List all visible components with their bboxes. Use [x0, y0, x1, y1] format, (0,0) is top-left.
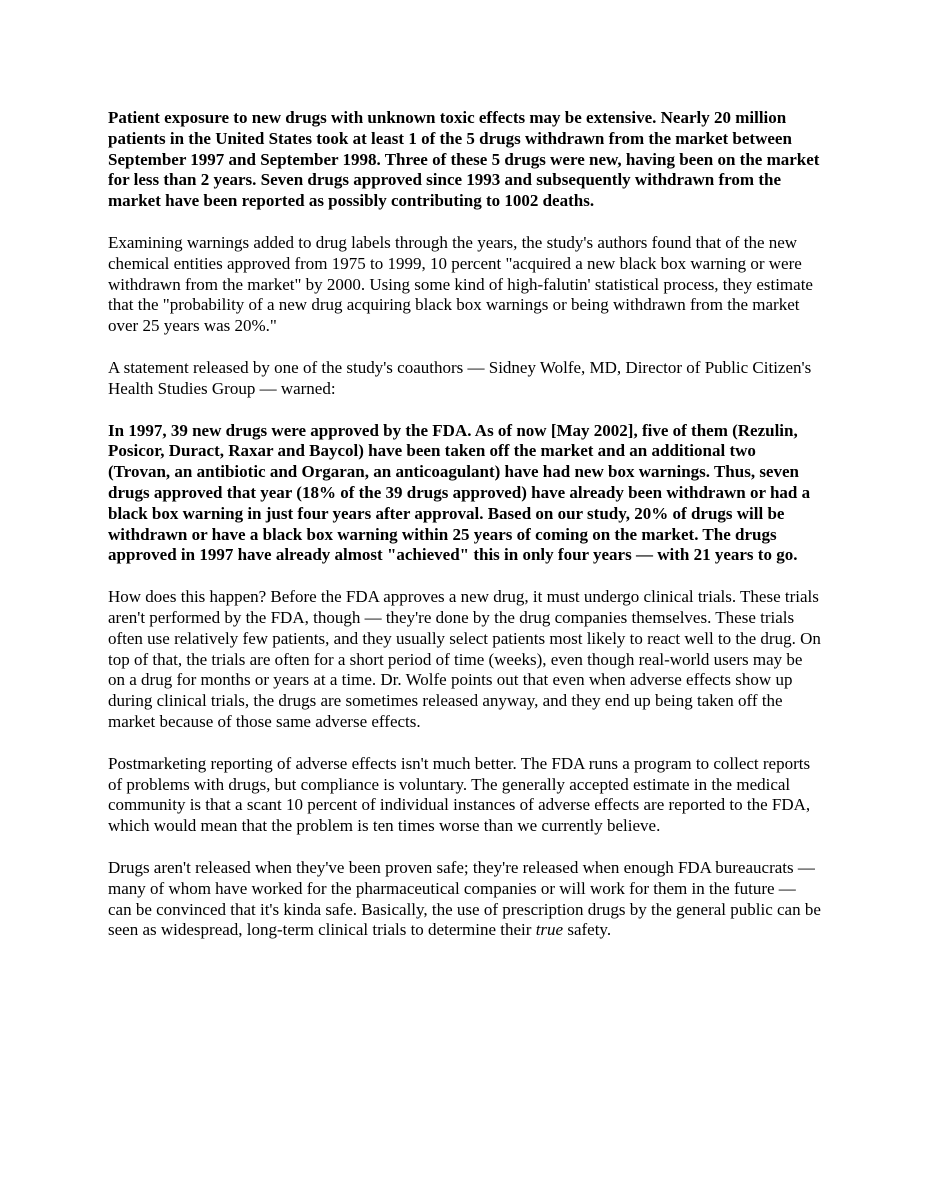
paragraph-2: [108, 233, 822, 337]
text-run: Examining warnings added to drug labels through the years, the study's authors found that of the new chemical entities approved from 1975 to 1999, 10 percent "acquired a new black box warning or were withdrawn from the market" by 2000. Using some kind of high-falutin' statistical process, they estimate that the "probability of a new drug acquiring black box warnings or being withdrawn from the market over 25 years was 20%.": [108, 232, 813, 336]
text-run: How does this happen? Before the FDA approves a new drug, it must undergo clinical trials. These trials aren't performed by the FDA, though — they're done by the drug companies themselves. These trials often use relatively few patients, and they usually select patients most likely to react well to the drug. On top of that, the trials are often for a short period of time (weeks), even though real-world users may be on a drug for months or years at a time. Dr. Wolfe points out that even when adverse effects show up during clinical trials, the drugs are sometimes released anyway, and they end up being taken off the market because of those same adverse effects.: [108, 587, 821, 731]
text-run: Drugs aren't released when they've been proven safe; they're released when enough FDA bureaucrats — many of whom have worked for the pharmaceutical companies or will work for them in the future — can be convinced that it's kinda safe. Basically, the use of prescription drugs by the general public can be seen as widespread, long-term clinical trials to determine their: [108, 857, 821, 940]
article-body: [108, 108, 822, 962]
text-run: A statement released by one of the study's coauthors — Sidney Wolfe, MD, Director of Public Citizen's Health Studies Group — warned:: [108, 357, 812, 398]
paragraph-7: [108, 858, 822, 941]
paragraph-4: [108, 421, 822, 567]
text-run: safety.: [563, 920, 612, 940]
text-run: Postmarketing reporting of adverse effects isn't much better. The FDA runs a program to collect reports of problems with drugs, but compliance is voluntary. The generally accepted estimate in the medical community is that a scant 10 percent of individual instances of adverse effects are reported to the FDA, which would mean that the problem is ten times worse than we currently believe.: [108, 753, 811, 836]
paragraph-6: [108, 754, 822, 837]
paragraph-1: [108, 108, 822, 212]
text-run: Patient exposure to new drugs with unknown toxic effects may be extensive. Nearly 20 million patients in the United States took at least 1 of the 5 drugs withdrawn from the market between September 1997 and September 1998. Three of these 5 drugs were new, having been on the market for less than 2 years. Seven drugs approved since 1993 and subsequently withdrawn from the market have been reported as possibly contributing to 1002 deaths.: [108, 108, 820, 211]
paragraph-5: [108, 587, 822, 733]
text-run: true: [535, 920, 564, 940]
text-run: In 1997, 39 new drugs were approved by the FDA. As of now [May 2002], five of them (Rezulin, Posicor, Duract, Raxar and Baycol) have been taken off the market and an additional two (Trovan, an antibiotic and Orgaran, an anticoagulant) have had new box warnings. Thus, seven drugs approved that year (18% of the 39 drugs approved) have already been withdrawn or had a black box warning in just four years after approval. Based on our study, 20% of drugs will be withdrawn or have a black box warning within 25 years of coming on the market. The drugs approved in 1997 have already almost "achieved" this in only four years — with 21 years to go.: [108, 420, 811, 565]
paragraph-3: [108, 358, 822, 400]
